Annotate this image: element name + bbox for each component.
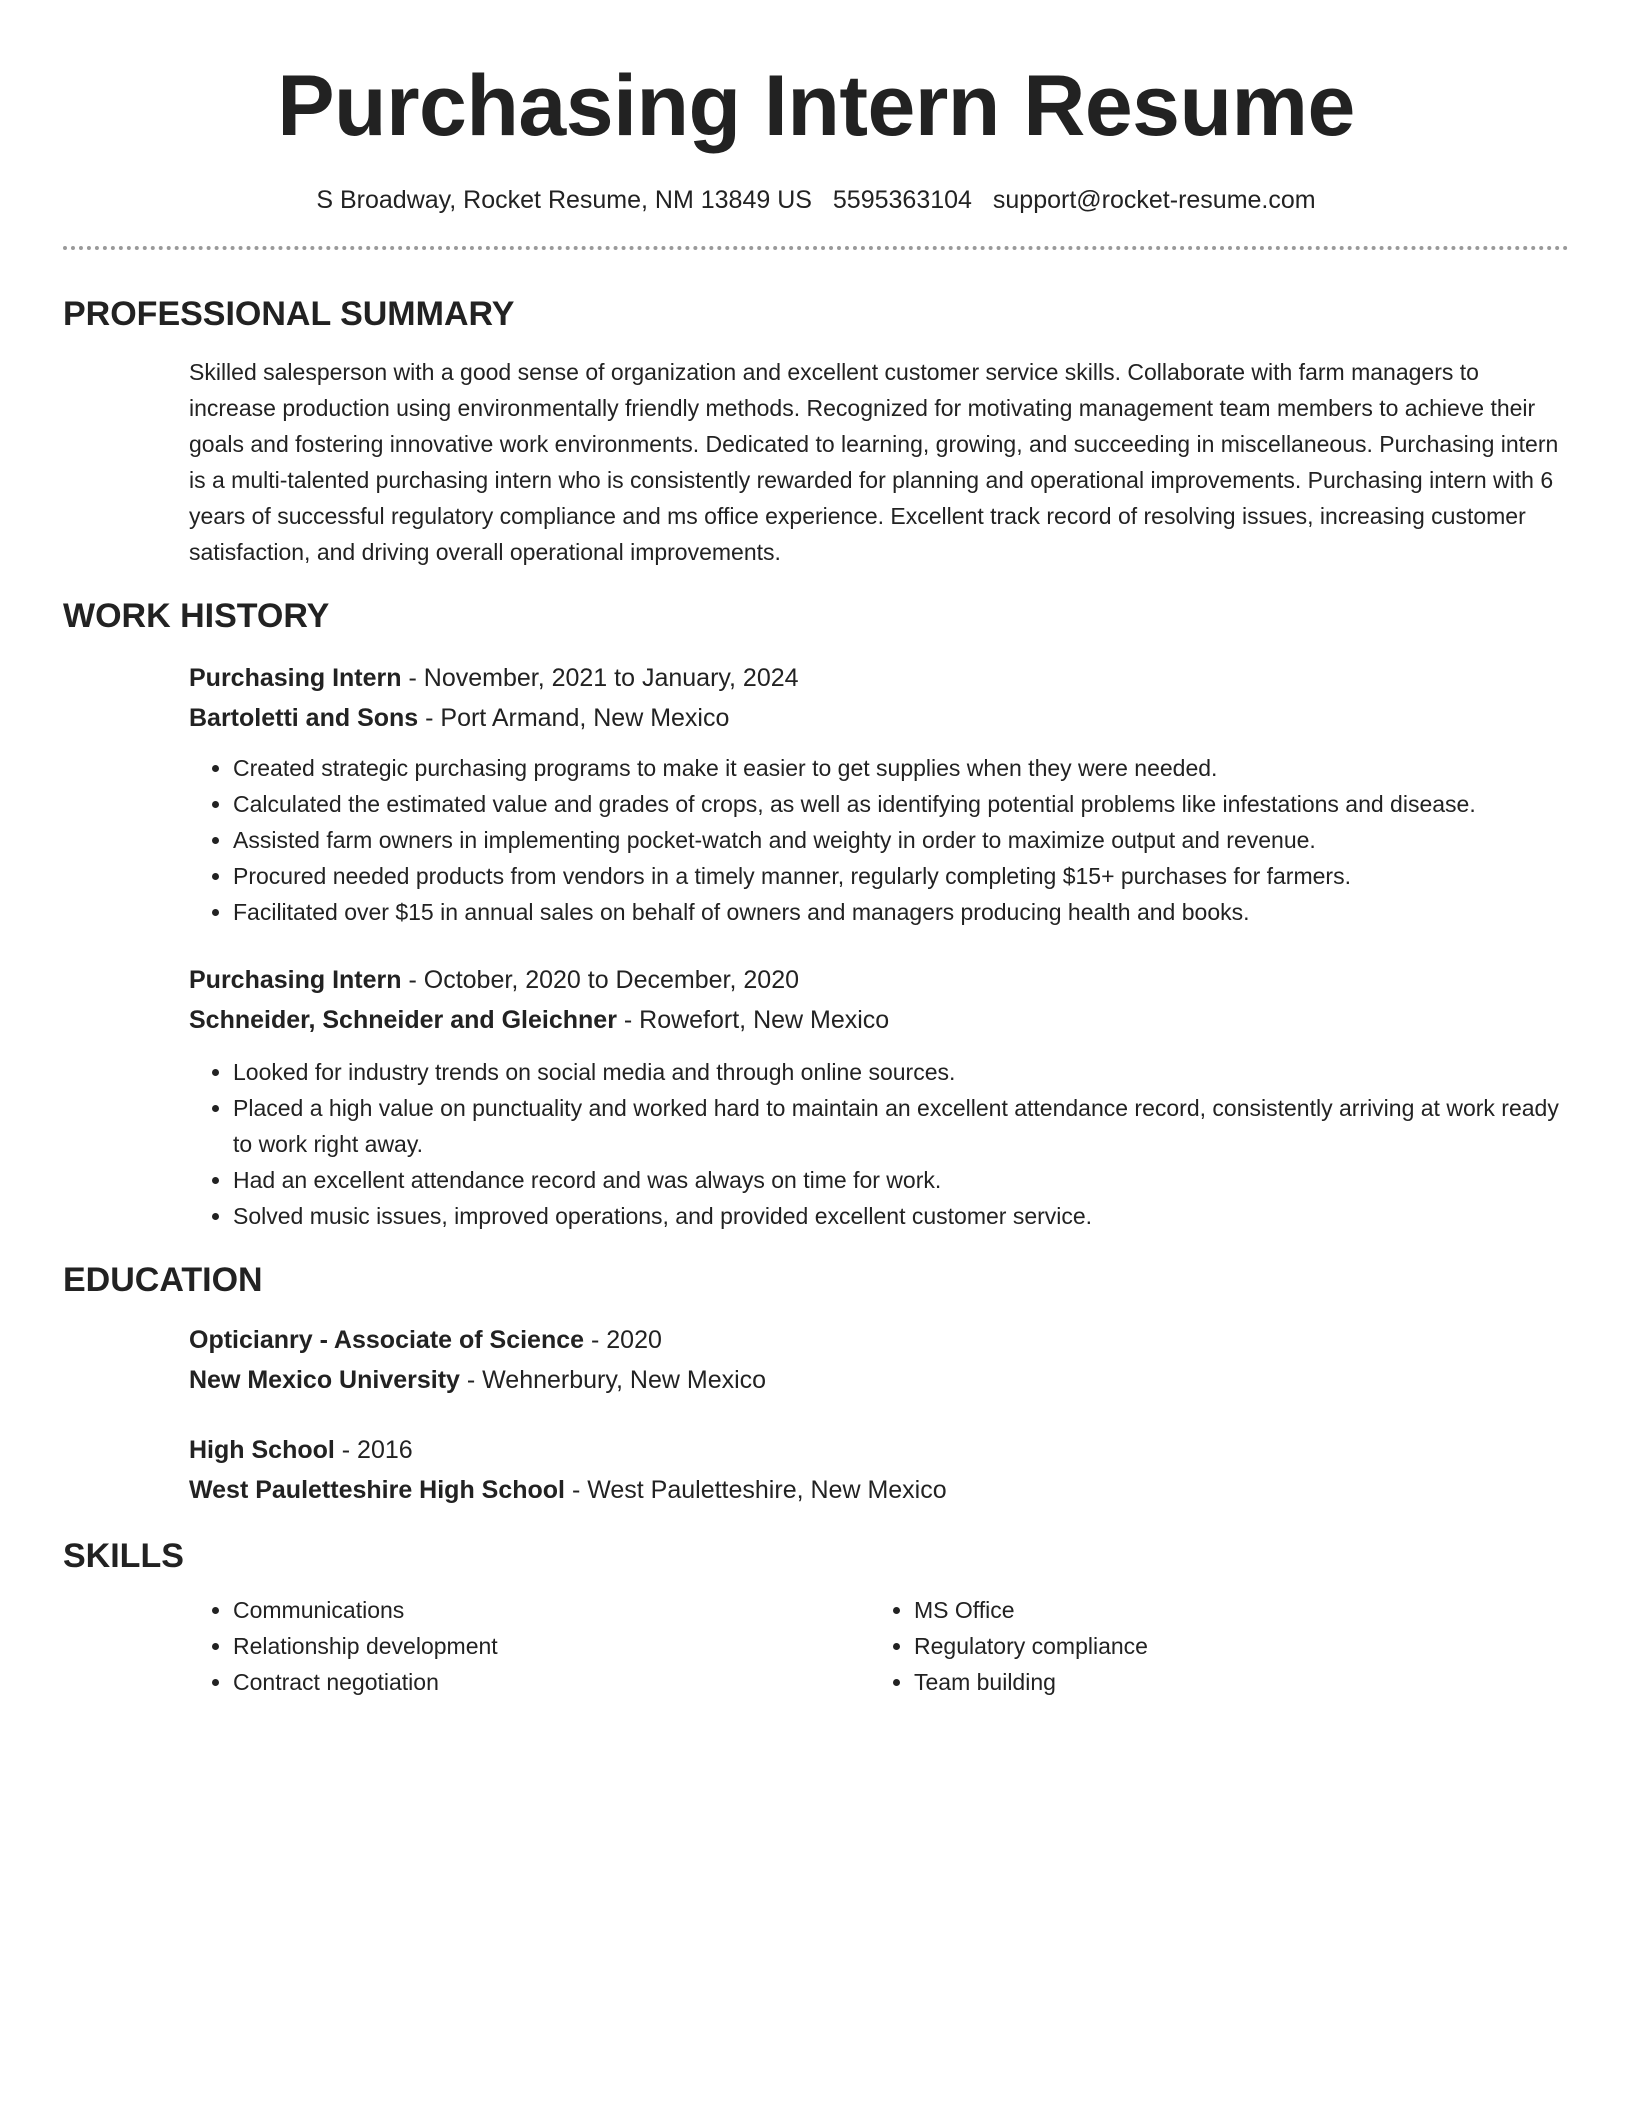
header-divider xyxy=(63,246,1569,250)
education-school-line xyxy=(189,1470,1569,1510)
job-bullet: • Created strategic purchasing programs to make it easier to get supplies when they were needed. xyxy=(233,750,1569,786)
education-degree-line xyxy=(189,1320,1569,1360)
work-section xyxy=(189,658,1569,1234)
job-title: Purchasing Intern xyxy=(189,966,402,994)
job-location: - Rowefort, New Mexico xyxy=(616,1006,890,1034)
job-bullets xyxy=(189,1054,1569,1234)
job-title-line xyxy=(189,960,1569,1000)
job-company-line xyxy=(189,698,1569,738)
section-heading-education: EDUCATION xyxy=(63,1261,263,1299)
job-bullet: • Calculated the estimated value and grades of crops, as well as identifying potential problems like infestations and disease. xyxy=(233,786,1569,822)
job-company: Schneider, Schneider and Gleichner xyxy=(189,1006,617,1034)
resume-title: Purchasing Intern Resume xyxy=(277,58,1355,154)
job-company: Bartoletti and Sons xyxy=(189,704,419,732)
section-heading-summary: PROFESSIONAL SUMMARY xyxy=(63,295,515,333)
contact-phone: 5595363104 xyxy=(832,186,972,214)
contact-address: S Broadway, Rocket Resume, NM 13849 US xyxy=(316,186,812,214)
skill-item: • Communications xyxy=(233,1592,870,1628)
job-entry xyxy=(189,658,1569,930)
skill-item: • Team building xyxy=(914,1664,1551,1700)
education-location: - Wehnerbury, New Mexico xyxy=(459,1366,767,1394)
contact-line xyxy=(63,184,1569,216)
job-bullet: • Procured needed products from vendors in a timely manner, regularly completing $15+ purchases for farmers. xyxy=(233,858,1569,894)
job-bullet: • Assisted farm owners in implementing pocket-watch and weighty in order to maximize output and revenue. xyxy=(233,822,1569,858)
skills-section xyxy=(189,1592,1569,1700)
education-school: West Pauletteshire High School xyxy=(189,1476,566,1504)
job-dates: - November, 2021 to January, 2024 xyxy=(401,664,799,692)
job-bullet: • Placed a high value on punctuality and worked hard to maintain an excellent attendance record, consistently arriving at work ready to work right away. xyxy=(233,1090,1569,1162)
job-dates: - October, 2020 to December, 2020 xyxy=(401,966,800,994)
job-title: Purchasing Intern xyxy=(189,664,402,692)
education-entry xyxy=(189,1320,1569,1400)
contact-email: support@rocket-resume.com xyxy=(992,186,1316,214)
job-location: - Port Armand, New Mexico xyxy=(418,704,730,732)
education-school-line xyxy=(189,1360,1569,1400)
job-entry xyxy=(189,960,1569,1234)
education-entry xyxy=(189,1430,1569,1510)
section-heading-skills: SKILLS xyxy=(63,1537,184,1575)
job-title-line xyxy=(189,658,1569,698)
summary-section xyxy=(189,354,1569,570)
skill-item: • Relationship development xyxy=(233,1628,870,1664)
education-section xyxy=(189,1320,1569,1510)
education-degree: High School xyxy=(189,1436,335,1464)
skills-column-left xyxy=(189,1592,870,1700)
education-degree: Opticianry - Associate of Science xyxy=(189,1326,585,1354)
education-year: - 2020 xyxy=(584,1326,662,1354)
skills-grid xyxy=(189,1592,1551,1700)
skill-item: • Regulatory compliance xyxy=(914,1628,1551,1664)
skill-item: • Contract negotiation xyxy=(233,1664,870,1700)
job-bullets xyxy=(189,750,1569,930)
job-bullet: • Solved music issues, improved operations, and provided excellent customer service. xyxy=(233,1198,1569,1234)
education-degree-line xyxy=(189,1430,1569,1470)
job-bullet: • Had an excellent attendance record and was always on time for work. xyxy=(233,1162,1569,1198)
skill-item: • MS Office xyxy=(914,1592,1551,1628)
education-school: New Mexico University xyxy=(189,1366,460,1394)
job-bullet: • Facilitated over $15 in annual sales on behalf of owners and managers producing health and books. xyxy=(233,894,1569,930)
summary-text: Skilled salesperson with a good sense of organization and excellent customer service skills. Collaborate with farm managers to increase production using environmentally friendly methods. Recognized for motivating management team members to achieve their goals and fostering innovative work environments. Dedicated to learning, growing, and succeeding in miscellaneous. Purchasing intern is a multi-talented purchasing intern who is consistently rewarded for planning and operational improvements. Purchasing intern with 6 years of successful regulatory compliance and ms office experience. Excellent track record of resolving issues, increasing customer satisfaction, and driving overall operational improvements. xyxy=(189,359,1559,565)
section-heading-work: WORK HISTORY xyxy=(63,597,330,635)
job-company-line xyxy=(189,1000,1569,1040)
education-location: - West Pauletteshire, New Mexico xyxy=(565,1476,947,1504)
skills-column-right xyxy=(870,1592,1551,1700)
education-year: - 2016 xyxy=(334,1436,413,1464)
job-bullet: • Looked for industry trends on social media and through online sources. xyxy=(233,1054,1569,1090)
